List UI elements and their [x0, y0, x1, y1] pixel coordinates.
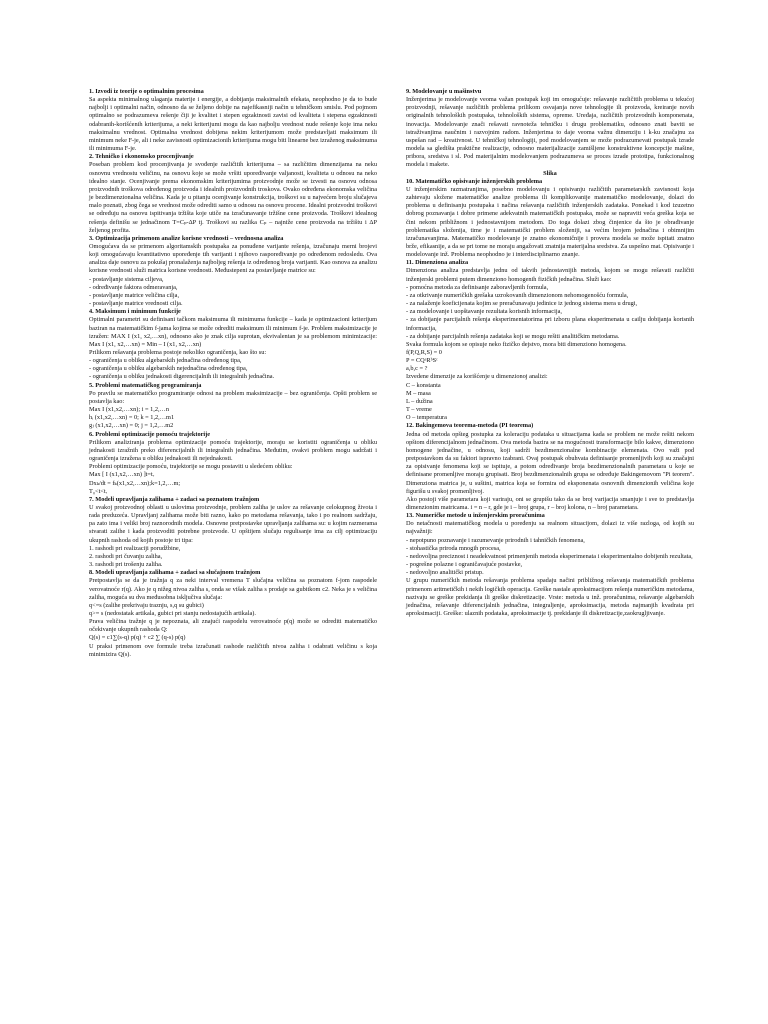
text-line: - postavljanje sistema ciljeva,: [89, 275, 164, 283]
section-heading: Slika: [543, 169, 557, 177]
text-line: - stohastička priroda mnogih procesa,: [406, 544, 501, 552]
text-line: Izvedene dimenzije za korišćenje u dimenzionoj analizi:: [406, 373, 548, 381]
section-heading: 1. Izvodi iz teorije o optimalnim procesima: [89, 88, 204, 95]
text-line: Problemi optimizacije pomoću, trajektorije se mogu postaviti u sledećem obliku:: [89, 463, 293, 471]
paragraph: U grupu numeričkih metoda rešavanja problema spadaju načini približnog rešavanja matematičkih problema primenom aritmetičkih i nekih logičkih operacija. Greške nastale aproksimacijom rešenja numeričkim metodama, nazivaju se greške prekidanja ili greške diskretizacije. Vrste: metoda u inž. proračunima, rešavanje algebarskih jednačina, rešavanje diferencijalnih jednačina, integraljenje, aproksimacija, metoda najmanjih kvadrata pri aproksimaciji. Greške: ulaznih podataka, aproksimacije tj. prekidanje ili diskretizacije,zaokrugljivanje.: [406, 577, 694, 617]
text-line: Prilikom rešavanja problema postoje nekoliko ograničenja, kao što su:: [89, 349, 267, 356]
text-line: f(P,Q,R,S) = 0: [406, 349, 442, 356]
left-column: [89, 88, 377, 659]
text-line: O – temperatura: [406, 414, 447, 422]
text-line: - pomoćna metoda za definisanje zaboravljenih formula,: [406, 283, 549, 291]
text-line: - postavljanje matrice veličina cilja,: [89, 291, 180, 299]
text-line: - ograničenja u obliku jednakosti digerencijalnih ili integralnih jednačina.: [89, 373, 275, 381]
text-line: L – dužina: [406, 397, 433, 405]
text-line: Max [ I (x1,x2,…xn) ]t=tᵣ: [89, 471, 155, 479]
paragraph: Pretpostavlja se da je tražnja q za neki interval vremena T slučajna veličina sa poznatom f-jom raspodele verovatnoće r(q). Ako je q nižeg nivoa zaliha s, onda se višak zaliha s prodaje sa gubitkom c2. Neka je s veličina zaliha, moguća su dva međusobna isključiva slučaja:: [89, 577, 377, 601]
text-line: 1. rashodi pri realizaciji porudžbine,: [89, 544, 181, 552]
section-heading: 11. Dimenziona analiza: [406, 259, 469, 267]
paragraph: U svakoj proizvodnoj oblasti u uslovima proizvodnje, problem zaliha je uslov za rešavanje celokupnog života i rada preduzeća. Upravljanj zalihama može biti razno, kako po metodama rešavanja, tako i po realnom sadržaju, pa zato ima i veliki broj raznorodnih modela. Osnovne pretpostavke upravljanja zalihama su: u kojim razmerama stvarati zalihe i kada proizvoditi potrebne proizvode. U opštijem slučaju regulisanje ima za cilj optimizaciju ukupnih rashoda od kojih postoje tri tipa:: [89, 503, 377, 544]
text-line: 2. rashodi pri čuvanju zaliha,: [89, 552, 163, 560]
text-line: - ograničenja u obliku algebarskih nejednačina određenog tipa,: [89, 365, 248, 373]
text-line: Q(s) = c1∑(s-q) p(q) + c2 ∑ (q-s) p(q): [89, 634, 186, 642]
text-line: - za modelovanje i uopštavanje rezultata korisnih informacija,: [406, 308, 562, 316]
text-line: Dxₖ/dt = fₖ(x1,x2,…xn);k=1,2,…m;: [89, 479, 181, 487]
text-line: - pogrešne polazne i ograničavajuće postavke,: [406, 561, 523, 569]
text-line: - postavljanje matrice vrednosti cilja.: [89, 300, 183, 308]
right-column: [406, 88, 694, 618]
paragraph: - za nalaženje koeficijenata kojim se preračunavaju jedinice iz jednog sistema mera u drugi,: [406, 300, 638, 308]
paragraph: Svaka formula kojom se opisuje neko fizičko dejstvo, mora biti dimenziono homogena.: [406, 340, 627, 348]
text-line: - nedovoljno analitički pristup.: [406, 569, 484, 577]
text-line: Max I (x1,x2,…xn); i = 1,2,…n: [89, 406, 169, 414]
text-line: P = CQᵃRᵇSᶜ: [406, 357, 438, 365]
text-line: - određivanje faktora odmeravanja,: [89, 283, 178, 291]
section-heading: 9. Modelovanje u mašinstvu: [406, 88, 482, 95]
paragraph: Jedna od metoda opšteg postupka za koleraciju podataka u situacijama kada se problem ne može rešiti nekom opštom diferencijalnom jednačinom. Ova metoda bazira se na mogućnosti transformacije bilo kakve, dimenziono homogene jednačine, u odnosu, koji sadrži bezdimenzionalne kombinacije elemenata. Ovo važi pod pretpostavkom da su faktori ispravno izabrani. Ovaj postupak obuhvata definisanje promenljivih koji su značajni za opisivanje fenomena koji se ispituje, a potom određivanje broja bezdimenzionalnih parametara u koje se definisane promenljive moraju grupisati. Broj bezdimenzionalnih grupa se određuje Bakingemovom "Pi teorem". Dimenziona matrica je, u suštini, matrica koja se formira od eksponenata osnovnih dimenzionih veličina koje figurišu u svakoj promenljivoj.: [406, 430, 694, 495]
paragraph: Dimenziona analiza predstavlja jednu od takvih jednostavnijih metoda, kojom se mogu rešavati različiti inženjerski problemi putem dimenziono homogenih fizičkih jednačina. Služi kao:: [406, 267, 694, 283]
section-heading: 7. Modeli upravljanja zalihama + zadaci sa poznatom tražnjom: [89, 495, 260, 503]
text-line: hᵢ (x1,x2,…xn) = 0; k = 1,2,…m1: [89, 414, 175, 422]
text-line: T₀<t<tᵣ: [89, 487, 108, 495]
paragraph: Sa aspekta minimalnog ulaganja materije i energije, a dobijanja maksimalnih efekata, neophodno je da to bude najbolji i optimalni način, odnosno da se željeno dobije na najefikasniji način u tehničkom smislu. Pod pojmom optimalno se podrazumeva rešenje čiji je kvalitet i stepen egzaktnosti zavisi od kvaliteta i stepena egzaktnosti odabranih-korišćenih kriterijuma, a neki kriterijumi mogu da kao najbolju vrednost nude rešenje koje ima neku maksimalnu vrednost. Optimalna vrednost dobijena nekim kriterijumom može predstavljati maksimum ili minimum neke F-je, ali i neke zavisnosti optimizacionih kriterijuma mogu biti linearne bez izraženog maksimuma ili minimuma F-je.: [89, 96, 378, 153]
paragraph: U praksi primenom ove formule treba izračunati rashode različitih nivoa zaliha i odabrati veličinu s koja minimizira Q(s).: [89, 642, 377, 658]
text-line: - nepotpuno poznavanje i razumevanje prirodnih i tahničkih fenomena,: [406, 536, 585, 544]
section-heading: 12. Bakingemova teorema-metoda (PI teorema): [406, 422, 534, 430]
paragraph: - za dobijanje parcijalnih rešenja eksperimentatorima pri izboru plana eksperimenata u cailju dobijanja korisnih informacija,: [406, 316, 694, 332]
text-line: q>= s (nedostatak artikala, gubici pri stanju nedostajućih artikala).: [89, 610, 256, 617]
paragraph: Inženjerima je modelovanje veoma važan postupak koji im omogućuje: rešavanje različitih problema u tekućoj proizvodnji, rešavanje različitih problema prilikom osvajanja nove tehnologije ili proizvoda, kreiranje novih originalnih tehnoloških postupaka, tehnoloških sistema, opreme. Uređaja, različitih proizvodnih komponenata, inovacija. Modelovanje znači rešavati ravnoteža tehničku i drugu problematiku, odnosno znati baviti se istraživanjima naučnim i razvojnim radom. Inženjerima to daje veoma važnu dimenziju i k-ku značajnu za uspešan rad – kreativnost. U tehničkoj tehnologiji, pod modelovanjem se može podrazumevati postupak izrade modela sa gledišta praktične realizacije, odnosno materijalizacije zamišljene konstruktivne koncepcije mašine, pribora, sredstva i sl. Pod materijalnim modelovanjem podrazumeva se proces izrade prototipa, funkcionalnog modela i makete.: [406, 96, 694, 169]
paragraph: - za otkrivanje numeričkih grešaka uzrokovanih dimenzionom nehomogenošću formula,: [406, 291, 629, 299]
text-line: q<=s (zalihe prekrivaju traznju, s,q su gubici): [89, 601, 204, 609]
text-line: gⱼ (x1,x2,…xn) = 0; j = 1,2,…m2: [89, 422, 174, 430]
text-line: T – vreme: [406, 406, 432, 414]
section-heading: 13. Numeričke metode u inženjerskim proračunima: [406, 512, 545, 520]
text-line: - ograničenja u obliku algebarskih jednačina određenog tipa,: [89, 357, 242, 365]
text-line: C – konstanta: [406, 381, 441, 389]
section-heading: 3. Optimizacija primenom analize korisne vrednosti – vrednosna analiza: [89, 234, 284, 242]
section-heading: 8. Modeli upravljanja zalihama + zadaci sa slučajnom tražnjom: [89, 569, 261, 577]
section-heading: 6. Problemi optimizacije pomoću trajektorije: [89, 430, 211, 438]
section-heading: 4. Maksimum i minimum funkcije: [89, 308, 181, 316]
section-heading: 5. Problemi matematičkog programiranja: [89, 381, 202, 389]
paragraph: Po pravilu se matematičko programiranje odnosi na problem maksimizacije – bez ograničenja. Opšti problem se postavlja kao:: [89, 389, 377, 405]
paragraph: Poseban problem kod procenjivanja je svođenje različitih kriterijuma – sa različitim dimenzijama na neku osnovnu vrednostu veličinu, na osnovu koje se može vršiti upoređivanje valjanosti, kvaliteta u odnosu na neko idealno stanje. Ocenjivanje prema ekonomskim kriterijumima proizvodnje može se izvesti na osnovu odnosa proizvodnih troškova određenog proizvoda i idealnih proizvodnih troskova. Ovako određena ekonomska veličina je bezdimenzionalna veličina. Kada je u pitanju ocenjivanje konstrukcija, troškovi su u najvećem broju slučajeva malo poznati, zbog čega se vrednost može odrediti samo u odnosu na osnovu procene. Idealni proizvodni troškovi se određuju na osnovu ispitivanja tržišta koje utiče na izračunavanje tržišne cene proizvoda. Troškovi idealnog rešenja definišu se jednačinom T=Cₚ-ΔP tj. Troškovi su razlika Cₚ – najniže cene proizvoda na tržištu i ΔP željenog profita.: [89, 161, 377, 234]
paragraph: U inženjerskim razmatranjima, posebno modelovanju i opisivanju različitih parametarskih zavisnosti koja zahtevaju složene matematičke analize problema ili komplikovanije matematičko modelovanje, dolazi do problema u definisanju postupaka i načina rešavanja različitih inženjerskih zadataka. Ponekad i kod izuzetno dobrog poznavanja i dobre primene adekvatnih matematičkih postupaka, može se napraviti veća greška koja se čini nekom približnom i jednostavnijom metodom. Do toga dolazi zbog činjenice da što je obrađivanje problematika složenija, time je i matematički problem složeniji, sa većim brojem jednačina i obimnijim izračunavanjima. Matematičko modelovanje je znatno ekonomičnije i provera modela se može ispitati znatno brže, efikasnije, a da se pri tome ne moraju angažovati znatnija materijalna sredstva. Za uspešno mat. Opisivanje i modelovanje inž. Problema neophodno je i interdisciplinarno znanje.: [406, 185, 694, 259]
paragraph: Omogućava da se primenom algoritamskih postupaka za ponuđene varijante rešenja, izračunaju merni brojevi koji omogućavaju kvantitativno upoređenje tih varijanti i njihovo raspoređivanje po određenom redosledu. Ova analiza daje osnovu za pokušaj pronalaženja najboljeg rešenja iz određenog broja varijanti. Kao osnova za analizu korisne vrednosti služi matrica korisne vrednosti. Međustepeni za postavljanje matrice su:: [89, 242, 377, 275]
text-line: a,b,c = ?: [406, 365, 428, 373]
section-heading: 10. Matematičko opisivanje inženjerskih problema: [406, 177, 543, 185]
paragraph: Do netačnosti matematičkog modela u poređenju sa realnom situacijom, dolazi iz više razloga, od kojih su najvažniji:: [406, 520, 694, 536]
paragraph: Optimalni parametri su definisani tačkom maksimuma ili minimuma funkcije – kada je optimizacioni kriterijum baziran na matematičkim f-jama kojima se može odrediti maksimum ili minimum f-je. Problem maksimizacije je izražen: MAX I (x1, x2,…xn), odnosno ako je znak cilja suprotan, ekvivalentan je sa problemom minimizacije: Max I (x1, x2,…xn) = Min – I (x1, x2,…xn): [89, 316, 377, 348]
paragraph: Ako postoji više parametara koji variraju, oni se grupišu tako da se broj varijacija smanjuje i sve to predstavlja dimenzionim matricama. i = n – r, gde je i – broj grupa, r – broj kolona, n – broj parametara.: [406, 495, 694, 511]
text-line: M – masa: [406, 389, 431, 397]
paragraph: Prilikom analiziranja problema optimizacije pomoću trajektorije, moraju se koristiti ograničenja u obliku jednakosti izražnih preko diferencijalnih ili integralnih jednačina. Međutim, ovakvi problem mogu sadržati i ograničenja izražena u obliku jednakosti ili nejednakosti.: [89, 438, 377, 463]
paragraph: - za dobijanje parcijalnih rešenja zadataka koji se mogu rešiti analitičkim metodama.: [406, 332, 620, 340]
text-line: 3. rashodi pri trošenju zaliha.: [89, 561, 163, 569]
paragraph: Prava veličina tražnje q je nepoznata, ali znajući raspodelu verovatnoće p(q) može se odrediti matematičko očekivanje ukupnih rashoda Q:: [89, 618, 377, 634]
section-heading: 2. Tehničko i ekonomsko procenjivanje: [89, 153, 194, 161]
paragraph: - nedovoljna preciznost i neadekvatnost primenjenih metoda eksperimenata i eksperimentalno dobijenih rezultata,: [406, 552, 693, 560]
